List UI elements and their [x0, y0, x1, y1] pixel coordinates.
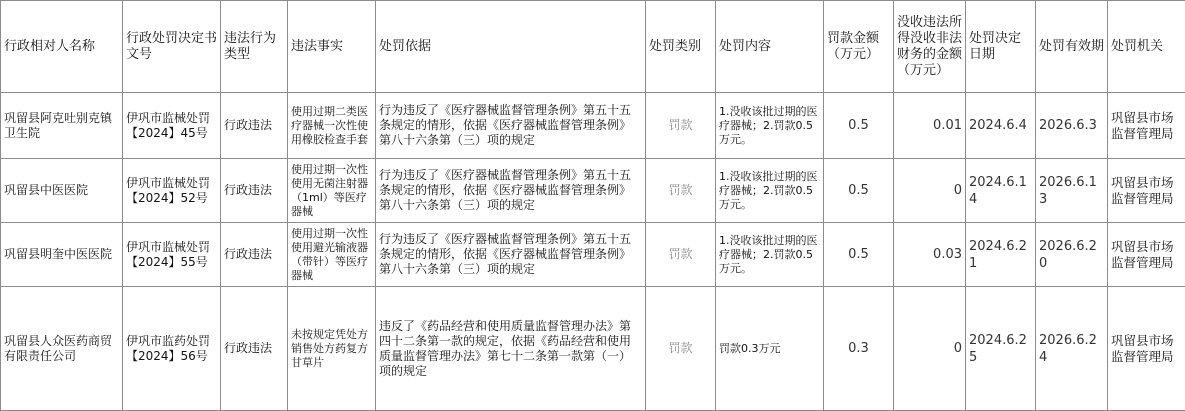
cell-content: 1.没收该批过期的医疗器械；2.罚款0.5万元。 — [716, 223, 824, 287]
cell-type: 行政违法 — [221, 223, 288, 287]
cell-content: 1.没收该批过期的医疗器械；2.罚款0.5万元。 — [716, 159, 824, 223]
cell-valid-until: 2026.6.13 — [1036, 159, 1108, 223]
header-category: 处罚类别 — [646, 1, 716, 93]
cell-fine: 0.5 — [824, 159, 894, 223]
cell-valid-until: 2026.6.20 — [1036, 223, 1108, 287]
cell-name: 巩留县明奎中医医院 — [1, 223, 123, 287]
cell-type: 行政违法 — [221, 159, 288, 223]
cell-content: 1.没收该批过期的医疗器械；2.罚款0.5万元。 — [716, 93, 824, 159]
cell-fact: 使用过期二类医疗器械一次性使用橡胶检查手套 — [288, 93, 376, 159]
cell-basis: 行为违反了《医疗器械监督管理条例》第五十五条规定的情形，依据《医疗器械监督管理条例》第八十六条第（三）项的规定 — [376, 93, 646, 159]
cell-confiscation: 0 — [894, 159, 966, 223]
header-doc-no: 行政处罚决定书文号 — [123, 1, 221, 93]
cell-name: 巩留县人众医药商贸有限责任公司 — [1, 287, 123, 411]
cell-decision-date: 2024.6.21 — [966, 223, 1036, 287]
header-authority: 处罚机关 — [1108, 1, 1185, 93]
table-row — [1, 159, 1185, 223]
header-content: 处罚内容 — [716, 1, 824, 93]
table-row — [1, 223, 1185, 287]
header-confiscation: 没收违法所得没收非法财务的金额（万元） — [894, 1, 966, 93]
cell-fact: 使用过期一次性使用避光输液器（带针）等医疗器械 — [288, 223, 376, 287]
cell-category: 罚款 — [646, 93, 716, 159]
cell-fine: 0.3 — [824, 287, 894, 411]
cell-type: 行政违法 — [221, 287, 288, 411]
header-name: 行政相对人名称 — [1, 1, 123, 93]
cell-decision-date: 2024.6.4 — [966, 93, 1036, 159]
cell-fine: 0.5 — [824, 223, 894, 287]
cell-name: 巩留县中医医院 — [1, 159, 123, 223]
cell-fact: 未按规定凭处方销售处方药复方甘草片 — [288, 287, 376, 411]
cell-name: 巩留县阿克吐别克镇卫生院 — [1, 93, 123, 159]
header-row — [1, 1, 1185, 93]
cell-fact: 使用过期一次性使用无菌注射器（1ml）等医疗器械 — [288, 159, 376, 223]
cell-content: 罚款0.3万元 — [716, 287, 824, 411]
header-fact: 违法事实 — [288, 1, 376, 93]
cell-category: 罚款 — [646, 223, 716, 287]
cell-valid-until: 2026.6.3 — [1036, 93, 1108, 159]
cell-doc-no: 伊巩市监械处罚【2024】55号 — [123, 223, 221, 287]
header-basis: 处罚依据 — [376, 1, 646, 93]
cell-category: 罚款 — [646, 159, 716, 223]
cell-basis: 行为违反了《医疗器械监督管理条例》第五十五条规定的情形，依据《医疗器械监督管理条例》第八十六条第（三）项的规定 — [376, 223, 646, 287]
cell-type: 行政违法 — [221, 93, 288, 159]
cell-category: 罚款 — [646, 287, 716, 411]
header-fine: 罚款金额（万元） — [824, 1, 894, 93]
cell-confiscation: 0 — [894, 287, 966, 411]
cell-authority: 巩留县市场监督管理局 — [1108, 287, 1185, 411]
table-row — [1, 93, 1185, 159]
cell-doc-no: 伊巩市监械处罚【2024】45号 — [123, 93, 221, 159]
cell-authority: 巩留县市场监督管理局 — [1108, 223, 1185, 287]
header-type: 违法行为类型 — [221, 1, 288, 93]
cell-authority: 巩留县市场监督管理局 — [1108, 93, 1185, 159]
cell-decision-date: 2024.6.25 — [966, 287, 1036, 411]
header-decision-date: 处罚决定日期 — [966, 1, 1036, 93]
cell-authority: 巩留县市场监督管理局 — [1108, 159, 1185, 223]
cell-valid-until: 2026.6.24 — [1036, 287, 1108, 411]
table-row — [1, 287, 1185, 411]
cell-doc-no: 伊巩市监药处罚【2024】56号 — [123, 287, 221, 411]
cell-basis: 违反了《药品经营和使用质量监督管理办法》第四十二条第一款的规定，依据《药品经营和使用质量监督管理办法》第七十二条第一款第（一）项的规定 — [376, 287, 646, 411]
cell-confiscation: 0.01 — [894, 93, 966, 159]
cell-decision-date: 2024.6.14 — [966, 159, 1036, 223]
cell-confiscation: 0.03 — [894, 223, 966, 287]
cell-basis: 行为违反了《医疗器械监督管理条例》第五十五条规定的情形，依据《医疗器械监督管理条例》第八十六条第（三）项的规定 — [376, 159, 646, 223]
cell-doc-no: 伊巩市监械处罚【2024】52号 — [123, 159, 221, 223]
header-valid-until: 处罚有效期 — [1036, 1, 1108, 93]
cell-fine: 0.5 — [824, 93, 894, 159]
